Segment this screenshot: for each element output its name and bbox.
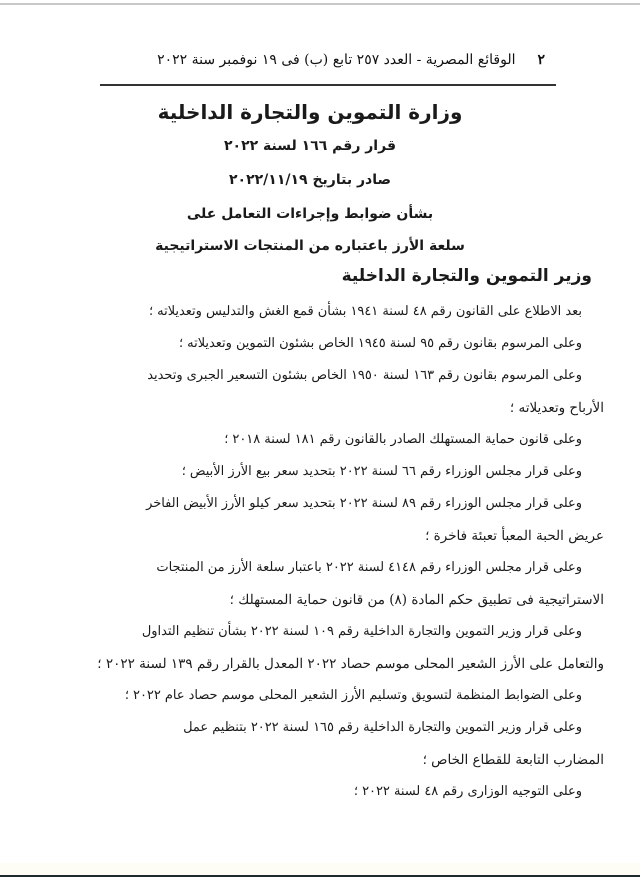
- paragraph-continuation-line: عريض الحبة المعبأ تعبئة فاخرة ؛: [425, 528, 604, 544]
- preamble-paragraph: [84, 328, 604, 360]
- paragraph-line: وعلى قرار مجلس الوزراء رقم ٤١٤٨ لسنة ٢٠٢٢ باعتبار سلعة الأرز من المنتجات: [156, 560, 582, 575]
- preamble-body: [84, 296, 604, 808]
- paragraph-line: وعلى قرار مجلس الوزراء رقم ٦٦ لسنة ٢٠٢٢ بتحديد سعر بيع الأرز الأبيض ؛: [181, 464, 582, 479]
- paragraph-continuation-line: الاستراتيجية فى تطبيق حكم المادة (٨) من قانون حماية المستهلك ؛: [229, 592, 604, 608]
- paragraph-line: وعلى قرار وزير التموين والتجارة الداخلية رقم ١٠٩ لسنة ٢٠٢٢ بشأن تنظيم التداول: [141, 624, 582, 639]
- paragraph-line: بعد الاطلاع على القانون رقم ٤٨ لسنة ١٩٤١ بشأن قمع الغش والتدليس وتعديلاته ؛: [148, 304, 582, 319]
- paragraph-line: وعلى الضوابط المنظمة لتسويق وتسليم الأرز الشعير المحلى موسم حصاد عام ٢٠٢٢ ؛: [124, 688, 582, 703]
- paragraph-continuation-line: والتعامل على الأرز الشعير المحلى موسم حصاد ٢٠٢٢ المعدل بالقرار رقم ١٣٩ لسنة ٢٠٢٢ ؛: [97, 656, 604, 672]
- bottom-tint: [0, 863, 640, 875]
- paragraph-continuation-line: الأرباح وتعديلاته ؛: [509, 400, 604, 416]
- preamble-paragraph: [84, 360, 604, 424]
- paragraph-continuation-line: المضارب التابعة للقطاع الخاص ؛: [422, 752, 604, 768]
- preamble-paragraph: [84, 552, 604, 616]
- preamble-paragraph: [84, 488, 604, 552]
- paragraph-line: وعلى قانون حماية المستهلك الصادر بالقانون رقم ١٨١ لسنة ٢٠١٨ ؛: [224, 432, 582, 447]
- ministry-title: وزارة التموين والتجارة الداخلية: [157, 100, 463, 124]
- paragraph-line: وعلى قرار مجلس الوزراء رقم ٨٩ لسنة ٢٠٢٢ بتحديد سعر كيلو الأرز الأبيض الفاخر: [146, 496, 582, 511]
- decision-subject-line-1: بشأن ضوابط وإجراءات التعامل على: [186, 206, 434, 222]
- preamble-paragraph: [84, 424, 604, 456]
- preamble-paragraph: [84, 296, 604, 328]
- paragraph-line: وعلى التوجيه الوزارى رقم ٤٨ لسنة ٢٠٢٢ ؛: [353, 784, 582, 799]
- minister-heading: وزير التموين والتجارة الداخلية: [341, 266, 592, 286]
- publication-info: الوقائع المصرية - العدد ٢٥٧ تابع (ب) فى ١٩ نوفمبر سنة ٢٠٢٢: [157, 52, 516, 68]
- preamble-paragraph: [84, 712, 604, 776]
- decision-subject-line-2: سلعة الأرز باعتباره من المنتجات الاستراتيجية: [155, 238, 465, 254]
- header-divider: [100, 84, 556, 86]
- paragraph-line: وعلى المرسوم بقانون رقم ٩٥ لسنة ١٩٤٥ الخاص بشئون التموين وتعديلاته ؛: [178, 336, 582, 351]
- preamble-paragraph: [84, 680, 604, 712]
- running-header: [85, 52, 545, 68]
- page-number: ٢: [537, 52, 545, 68]
- preamble-paragraph: [84, 616, 604, 680]
- issue-date: صادر بتاريخ ٢٠٢٢/١١/١٩: [228, 172, 391, 188]
- paragraph-line: وعلى المرسوم بقانون رقم ١٦٣ لسنة ١٩٥٠ الخاص بشئون التسعير الجبرى وتحديد: [147, 368, 582, 383]
- preamble-paragraph: [84, 456, 604, 488]
- preamble-paragraph: [84, 776, 604, 808]
- paragraph-line: وعلى قرار وزير التموين والتجارة الداخلية رقم ١٦٥ لسنة ٢٠٢٢ بتنظيم عمل: [183, 720, 582, 735]
- decision-number: قرار رقم ١٦٦ لسنة ٢٠٢٢: [224, 138, 396, 154]
